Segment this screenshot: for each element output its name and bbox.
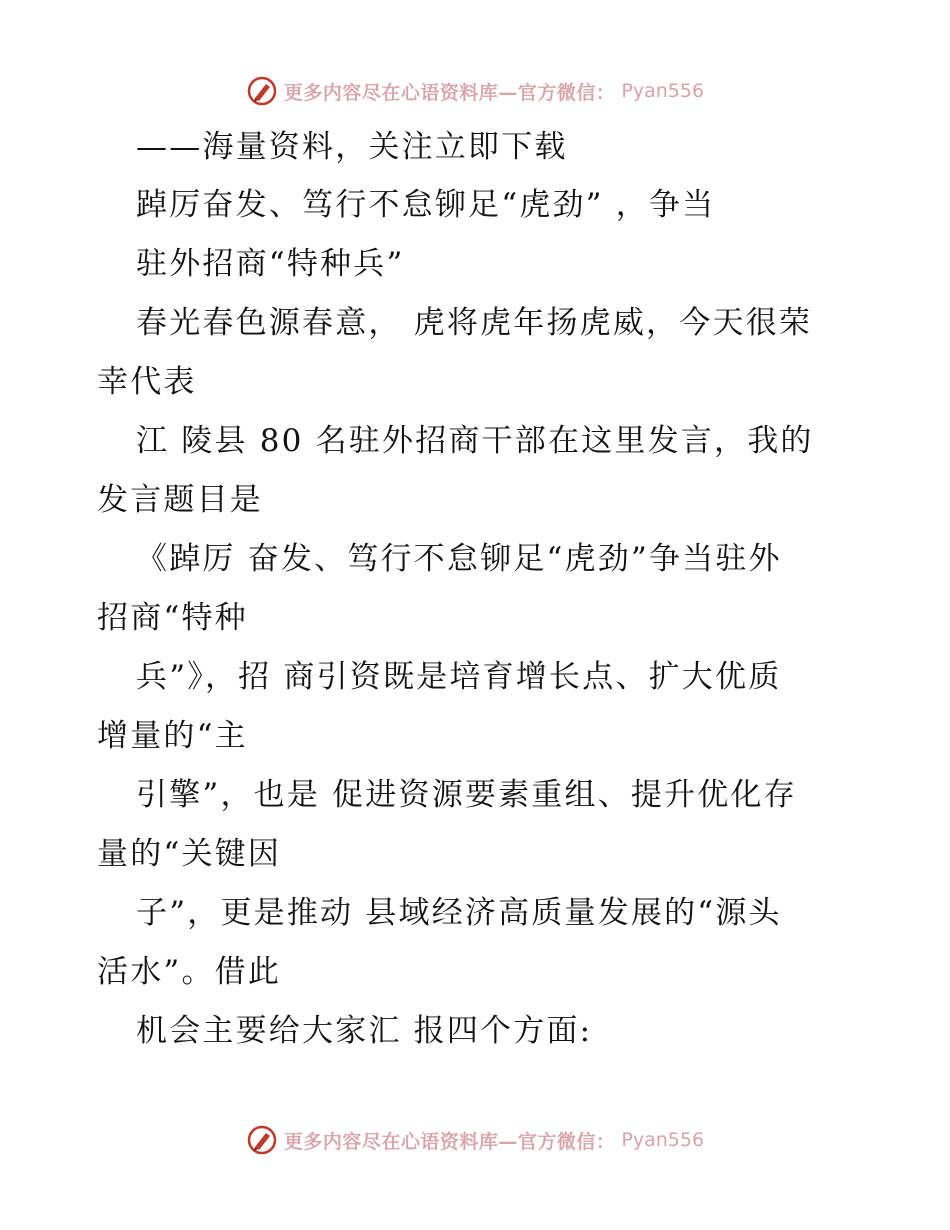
text-line: 招商“特种 (97, 600, 248, 636)
text-line: 发言题目是 (97, 482, 263, 518)
text-line: 幸代表 (97, 364, 197, 400)
text-line: 《踔厉 奋发、笃行不怠铆足“虎劲”争当驻外 (136, 541, 782, 577)
text-line: 子”，更是推动 县域经济高质量发展的“源头 (136, 895, 782, 931)
text-line: 增量的“主 (97, 718, 248, 754)
watermark-text: 更多内容尽在心语资料库—官方微信： (283, 81, 616, 104)
watermark-wechat-id: Pyan556 (621, 80, 705, 102)
footer-watermark (0, 1120, 950, 1160)
text-line: 引擎”，也是 促进资源要素重组、提升优化存 (136, 777, 797, 813)
text-line: 兵”》，招 商引资既是培育增长点、扩大优质 (136, 659, 782, 695)
watermark-text: 更多内容尽在心语资料库—官方微信： (283, 1130, 616, 1153)
text-line: 驻外招商“特种兵” (136, 246, 405, 282)
header-watermark (0, 71, 950, 111)
text-line: 春光春色源春意， 虎将虎年扬虎威，今天很荣 (136, 305, 813, 341)
text-line: ——海量资料，关注立即下载 (136, 129, 568, 165)
watermark-wechat-id: Pyan556 (621, 1129, 705, 1151)
text-line: 活水”。借此 (97, 954, 282, 990)
text-line: 机会主要给大家汇 报四个方面: (136, 1013, 593, 1049)
text-line: 江 陵县 80 名驻外招商干部在这里发言，我的 (136, 423, 814, 459)
pen-logo-icon (246, 1124, 278, 1156)
text-line: 踔厉奋发、笃行不怠铆足“虎劲” ，争当 (136, 187, 716, 223)
text-line: 量的“关键因 (97, 836, 282, 872)
pen-logo-icon (246, 75, 278, 107)
